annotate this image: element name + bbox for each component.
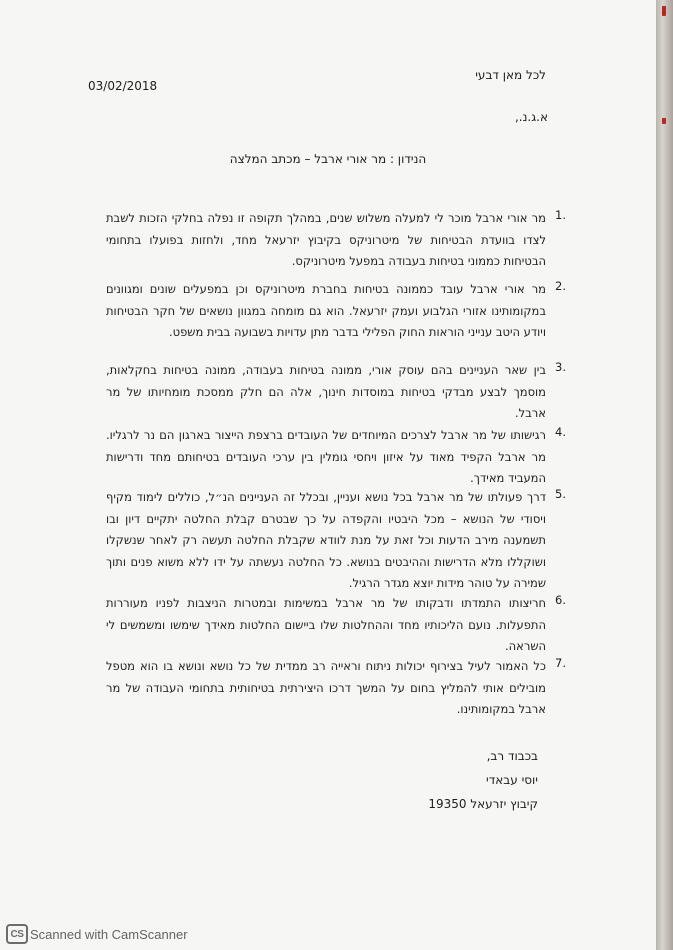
signer-address: קיבוץ יזרעאל 19350 (428, 797, 538, 811)
camscanner-watermark (6, 924, 188, 944)
closing-regards: בכבוד רב, (486, 749, 538, 763)
signer-name: יוסי עבאדי (486, 773, 538, 787)
salutation: לכל מאן דבעי (475, 68, 546, 82)
item-number: 1. (555, 208, 566, 222)
item-number: 6. (555, 593, 566, 607)
list-item (106, 425, 566, 490)
item-number: 4. (555, 425, 566, 439)
list-item (106, 487, 566, 595)
item-number: 7. (555, 656, 566, 670)
edge-mark (662, 6, 666, 16)
item-text: חריצותו התמדתו ודבקותו של מר ארבל במשימות ובמטרות הניצבות לפניו מעוררות התפעלות. נועם הליכותיו מחד וההחלטות שלו ביישום החלטות מאידך שימשו ומשמשים לי השראה. (106, 596, 546, 653)
background-edge (656, 0, 673, 950)
list-item (106, 360, 566, 425)
item-text: כל האמור לעיל בצירוף יכולות ניתוח וראייה רב ממדית של כל נושא ונושא בו הוא מטפל מובילים אותי להמליץ בחום על המשך דרכו היצירתית בטיחותית בתחומי העבודה של מר ארבל במקומותינו. (106, 659, 546, 716)
signature-block (428, 744, 538, 816)
camscanner-logo-icon: CS (6, 924, 28, 944)
item-text: בין שאר העניינים בהם עוסק אורי, ממונה בטיחות בעבודה, ממונה בטיחות בחקלאות, מוסמך לבצע מבדקי בטיחות במוסדות חינוך, אלה הם חלק ממסכת מומחיותו של מר ארבל. (106, 363, 546, 420)
list-item (106, 208, 566, 273)
subject-line: הנידון : מר אורי ארבל – מכתב המלצה (229, 152, 427, 166)
watermark-text: Scanned with CamScanner (30, 926, 188, 942)
list-item (106, 279, 566, 344)
list-item (106, 593, 566, 658)
item-text: דרך פעולתו של מר ארבל בכל נושא ועניין, ובכלל זה העניינים הנ״ל, כוללים לימוד מקיף ויסודי של הנושא – מכל היבטיו והקפדה על כך שבטרם קבלת החלטה יתקיים דיון ובו תשמענה מירב הדעות וכל זאת על מנת לוודא שקבלת החלטה תעשה רק לאחר שנשקלו ושוקללו מלא הדרישות וההיבטים בנושא. כל החלטה נעשתה על ידו ללא משוא פנים ותוך שמירה על טוהר מידות יוצא מגדר הרגיל. (106, 490, 546, 590)
item-number: 5. (555, 487, 566, 501)
item-text: רגישותו של מר ארבל לצרכים המיוחדים של העובדים ברצפת הייצור בארגון הם נר לרגליו. מר ארבל הקפיד מאוד על איזון ויחסי גומלין בין ערכי העובדים בטיחותם מחד ודרישות המעביד מאידך. (106, 428, 546, 485)
list-item (106, 656, 566, 721)
item-number: 3. (555, 360, 566, 374)
greeting-abbreviation: א.ג.נ., (514, 110, 548, 124)
item-text: מר אורי ארבל מוכר לי למעלה משלוש שנים, במהלך תקופה זו נפלה בחלקי הזכות לשבת לצדו בוועדת הבטיחות של מיטרוניקס בקיבוץ יזרעאל מחד, ולחזות בפועלו בתחומי הבטיחות כממוני בטיחות בעבודה במפעל מיטרוניקס. (106, 211, 546, 268)
letter-date: 03/02/2018 (88, 79, 158, 93)
edge-mark (662, 118, 666, 124)
item-number: 2. (555, 279, 566, 293)
item-text: מר אורי ארבל עובד כממונה בטיחות בחברת מיטרוניקס וכן במפעלים שונים ומגוונים במקומותינו אזורי הגלבוע ועמק יזרעאל. הוא גם מומחה במגוון נושאים של חקר הבטיחות ויודע היטב ענייני הוראות החוק הפלילי בדבר מתן עדויות בשבועה בבית משפט. (106, 282, 546, 339)
